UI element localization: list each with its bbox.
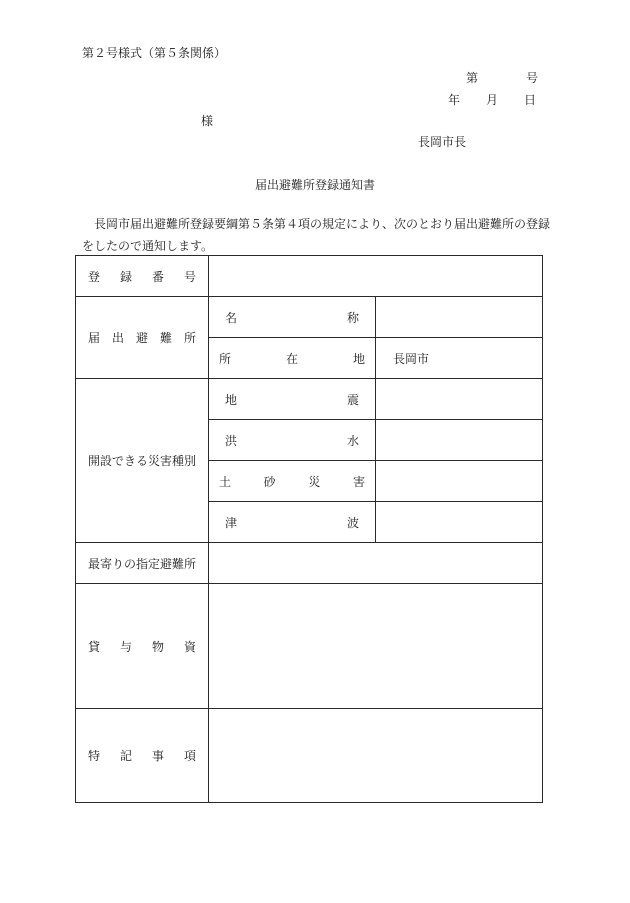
remarks-label: 特記事項 [76,709,209,803]
disaster-earthquake-label: 地震 [209,379,376,420]
disaster-landslide-value[interactable] [376,461,543,502]
recipient-suffix: 様 [201,114,214,128]
loaned-goods-label: 貸与物資 [76,584,209,709]
nearest-shelter-label: 最寄りの指定避難所 [76,543,209,584]
date-year: 年 [447,93,460,107]
shelter-label: 届出避難所 [76,297,209,379]
row-registration-number [76,256,543,297]
number-suffix: 号 [525,71,538,85]
shelter-name-label: 名称 [209,297,376,338]
nearest-shelter-value[interactable] [209,543,543,584]
disaster-tsunami-label: 津波 [209,502,376,543]
number-prefix: 第 [465,71,478,85]
document-number-line [466,69,538,86]
shelter-address-value[interactable]: 長岡市 [376,338,543,379]
disaster-flood-label: 洪水 [209,420,376,461]
date-line [448,91,536,108]
shelter-address-label: 所在地 [209,338,376,379]
disaster-landslide-label: 土砂災害 [209,461,376,502]
row-shelter-name [76,297,543,338]
registration-number-value[interactable] [209,256,543,297]
date-day: 日 [523,93,536,107]
registration-number-label: 登録番号 [76,256,209,297]
shelter-name-value[interactable] [376,297,543,338]
form-number: 第２号様式（第５条関係） [82,46,227,60]
loaned-goods-value[interactable] [209,584,543,709]
body-text: 長岡市届出避難所登録要綱第５条第４項の規定により、次のとおり届出避難所の登録をしたので通知します。 [82,217,551,253]
disaster-types-label: 開設できる災害種別 [76,379,209,543]
sender-name: 長岡市長 [418,135,467,149]
row-loaned-goods [76,584,543,709]
row-remarks [76,709,543,803]
disaster-tsunami-value[interactable] [376,502,543,543]
disaster-earthquake-value[interactable] [376,379,543,420]
document-title: 届出避難所登録通知書 [254,178,375,192]
remarks-value[interactable] [209,709,543,803]
row-nearest-shelter [76,543,543,584]
row-disaster-earthquake [76,379,543,420]
disaster-flood-value[interactable] [376,420,543,461]
date-month: 月 [485,93,498,107]
registration-table [75,255,543,803]
